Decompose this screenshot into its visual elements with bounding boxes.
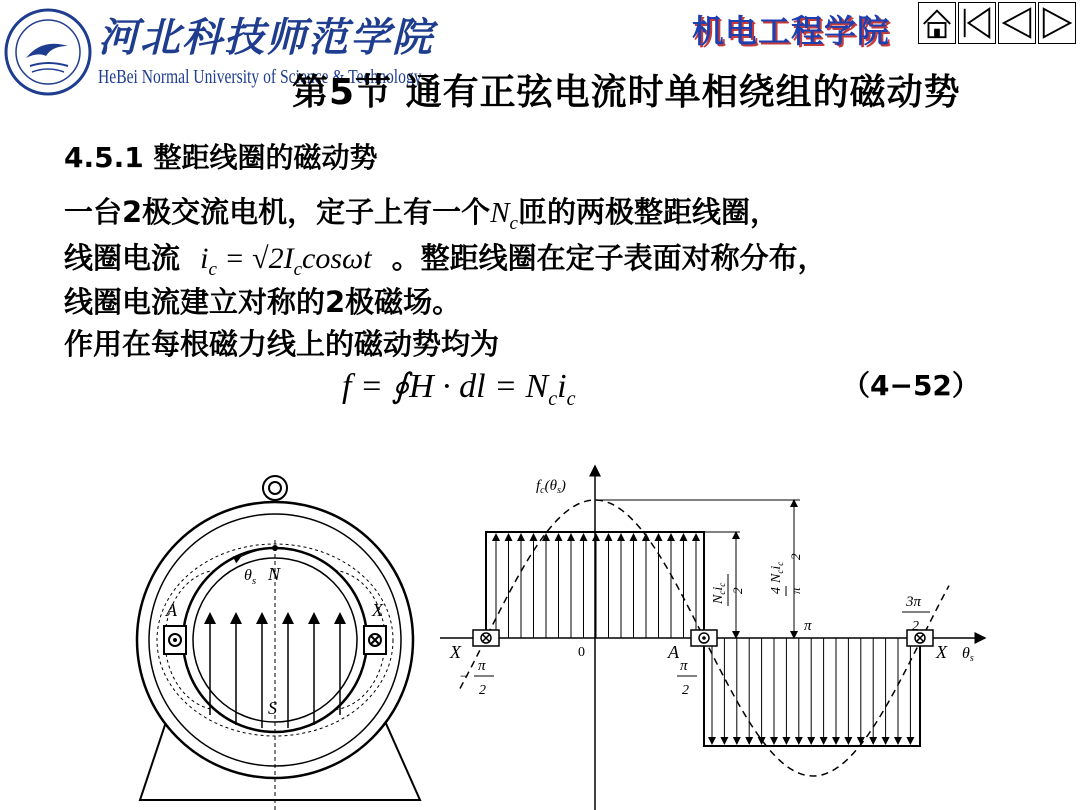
prev-icon [999,3,1035,43]
equation-number: （4−52） [842,369,980,402]
coil-side-x-label: X [372,600,383,620]
home-icon [919,3,955,43]
origin-label: 0 [578,645,585,660]
svg-text:Ncic: $N_ci_c$ [711,582,727,604]
pi-half-den-label: 2 [682,683,689,698]
point-x-left-label: X [450,642,461,662]
body-line-2: 线圈电流 $i_c = √2I_c\cos\omega t$ 。整距线圈在定子表面对称分布， [64,241,827,280]
neg-pi-label: π [478,658,486,674]
next-icon [1039,3,1075,43]
university-logo [2,2,94,106]
motor-cross-section-diagram [130,470,430,810]
pi-half-label: π [680,658,688,674]
prev-slide-button[interactable] [998,2,1036,44]
north-pole-label: N [268,564,281,584]
rect-amplitude-label [711,574,745,606]
college-name: 机电工程学院 [692,12,891,50]
svg-text:4Ncic: $4N_ci_c$ [769,561,785,594]
sine-amplitude-label [769,553,803,596]
svg-text:2: 2 [730,587,745,594]
three-pi-label: 3π [906,594,922,610]
south-pole-label: S [268,698,277,718]
body-line-3: 线圈电流建立对称的2极磁场。 [64,285,462,319]
point-x-right-label: X [936,642,947,662]
first-slide-button[interactable] [958,2,996,44]
svg-text:π: π [788,587,803,594]
body-line-1: 一台2极交流电机，定子上有一个$N_c$匝的两极整距线圈， [64,195,779,234]
university-name-en: HeBei Normal University of Science & Technology [98,66,422,88]
body-line-4: 作用在每根磁力线上的磁动势均为 [64,327,500,361]
neg-pi-den-label: 2 [479,683,486,698]
y-axis-label: $f_c(\theta_s)$ [536,478,566,496]
current-formula: $i_c = √2I_c\cos\omega t$ [200,242,372,280]
three-pi-den-label: 2 [912,619,919,634]
mmf-waveform-diagram [440,460,1000,810]
subsection-heading: 4.5.1 整距线圈的磁动势 [64,141,378,174]
mmf-equation: f = ∮H · dl = $N_ci_c$ [342,368,576,410]
svg-text:2: 2 [788,553,803,560]
home-button[interactable] [918,2,956,44]
next-slide-button[interactable] [1038,2,1076,44]
coil-side-a-label: A [166,600,177,620]
point-a-label: A [668,642,679,662]
university-name-cn: 河北科技师范学院 [98,14,434,61]
theta-label: $\theta_s$ [244,567,257,587]
neg-sign-label: − [460,669,469,685]
first-icon [959,3,995,43]
slide-title: 第5节 通有正弦电流时单相绕组的磁动势 [292,72,961,113]
pi-label: π [804,618,812,634]
x-axis-label: θs [962,645,974,664]
